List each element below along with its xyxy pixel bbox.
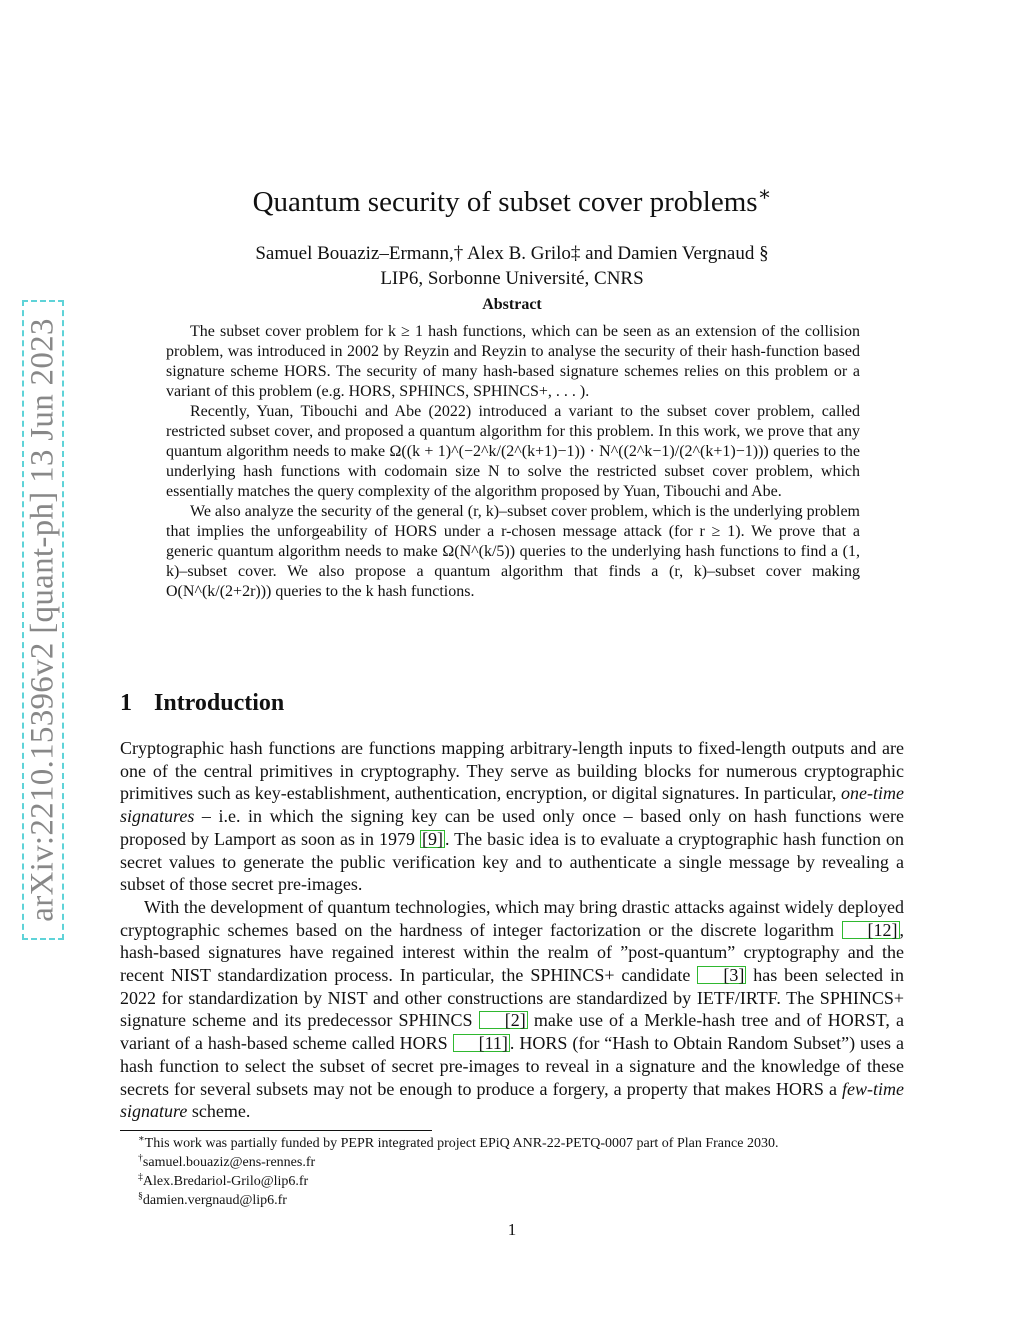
text-run: . HORS (for “Hash to Obtain Random Subset”) uses a hash function to select the subset of secret pre-images to reveal in a signature and the knowledge of these secrets for several subsets may not be enough to produce a forgery, a property that makes HORS a [120,1033,904,1099]
abstract [166,322,860,602]
arxiv-stamp [22,300,64,940]
footnote-mark: § [138,1190,143,1202]
section-heading [120,690,284,717]
citation-link-2[interactable]: [2] [479,1011,528,1029]
abstract-paragraph-2: Recently, Yuan, Tibouchi and Abe (2022) introduced a variant to the subset cover problem, called restricted subset cover, and proposed a quantum algorithm for this problem. In this work, we prove that any quantum algorithm needs to make Ω((k + 1)^(−2^k/(2^(k+1)−1)) · N^((2^k−1)/(2^(k+1)−1))) queries to the underlying hash functions with codomain size N to solve the restricted subset cover problem, which essentially matches the query complexity of the algorithm proposed by Yuan, Tibouchi and Abe. [166,403,860,500]
text-run: With the development of quantum technologies, which may bring drastic attacks against widely deployed cryptographic schemes based on the hardness of integer factorization or the discrete logarithm [120,896,904,940]
footnotes [120,1134,920,1210]
footnote-1 [120,1134,920,1153]
footnote-3 [120,1172,920,1191]
footnote-email[interactable]: damien.vergnaud@lip6.fr [142,1193,287,1208]
arxiv-identifier: arXiv:2210.15396v2 [quant-ph] 13 Jun 2023 [24,318,61,922]
emphasis-few-time-signature: few-time signature [120,1078,904,1122]
abstract-paragraph-1: The subset cover problem for k ≥ 1 hash functions, which can be seen as an extension of the collision problem, was introduced in 2002 by Reyzin and Reyzin to analyse the security of their hash-function based signature scheme HORS. The security of many hash-based signature schemes relies on this problem or a variant of this problem (e.g. HORS, SPHINCS, SPHINCS+, . . . ). [166,323,860,400]
citation-link-12[interactable]: [12] [842,921,900,939]
footnote-mark: ‡ [138,1171,143,1183]
introduction-body [120,737,904,1123]
footnote-email[interactable]: samuel.bouaziz@ens-rennes.fr [142,1155,316,1170]
footnote-mark: † [138,1152,143,1164]
section-title: Introduction [154,690,285,716]
title-text: Quantum security of subset cover problems [252,186,758,218]
footnote-text: This work was partially funded by PEPR integrated project EPiQ ANR-22-PETQ-0007 part of Plan France 2030. [144,1136,779,1151]
abstract-heading: Abstract [482,296,542,313]
page-number: 1 [507,1220,517,1239]
title-footnote-mark: ∗ [757,183,772,206]
abstract-paragraph-3: We also analyze the security of the general (r, k)–subset cover problem, which is the underlying problem that implies the unforgeability of HORS under a r-chosen message attack (for r ≥ 1). We prove that a generic quantum algorithm needs to make Ω(N^(k/5)) queries to the underlying hash functions to find a (1, k)–subset cover. We also propose a quantum algorithm that finds a (r, k)–subset cover making O(N^(k/(2+2r))) queries to the k hash functions. [166,503,860,600]
footnote-2 [120,1153,920,1172]
text-run: , hash-based signatures have regained interest within the realm of ”post-quantum” cryptography and the recent NIST standardization process. In particular, the SPHINCS+ candidate [120,919,904,986]
text-run: Cryptographic hash functions are functions mapping arbitrary-length inputs to fixed-length outputs and are one of the central primitives in cryptography. They serve as building blocks for numerous cryptographic primitives such as key-establishment, authentication, encryption, or digital signatures. In particular, [120,738,904,804]
paper-title [0,183,1024,219]
footnote-mark: ∗ [138,1133,145,1145]
footnote-rule [120,1130,432,1131]
text-run: has been selected in 2022 for standardization by NIST and other constructions are standardized by IETF/IRTF. The SPHINCS+ signature scheme and its predecessor SPHINCS [120,965,904,1031]
intro-paragraph-1 [120,737,904,896]
footnote-4 [120,1191,920,1210]
text-run: make use of a Merkle-hash tree and of HORST, a variant of a hash-based scheme called HORS [120,1010,905,1054]
footnote-email[interactable]: Alex.Bredariol-Grilo@lip6.fr [142,1174,309,1189]
text-run: . The basic idea is to evaluate a cryptographic hash function on secret values to generate the public verification key and to authenticate a single message by revealing a subset of those secret pre-images. [120,828,905,895]
section-number: 1 [120,690,132,716]
author-list: Samuel Bouaziz–Ermann,† Alex B. Grilo‡ and Damien Vergnaud § [255,243,769,264]
citation-link-11[interactable]: [11] [453,1034,510,1052]
text-run: scheme. [187,1101,251,1122]
citation-link-9[interactable]: [9] [421,828,443,849]
citation-link-3[interactable]: [3] [697,966,746,984]
text-run: – i.e. in which the signing key can be used only once – based only on hash functions were proposed by Lamport as soon as in 1979 [120,806,904,849]
affiliation: LIP6, Sorbonne Université, CNRS [380,268,644,289]
emphasis-one-time-signatures: one-time signatures [120,783,904,827]
intro-paragraph-2 [120,896,904,1123]
